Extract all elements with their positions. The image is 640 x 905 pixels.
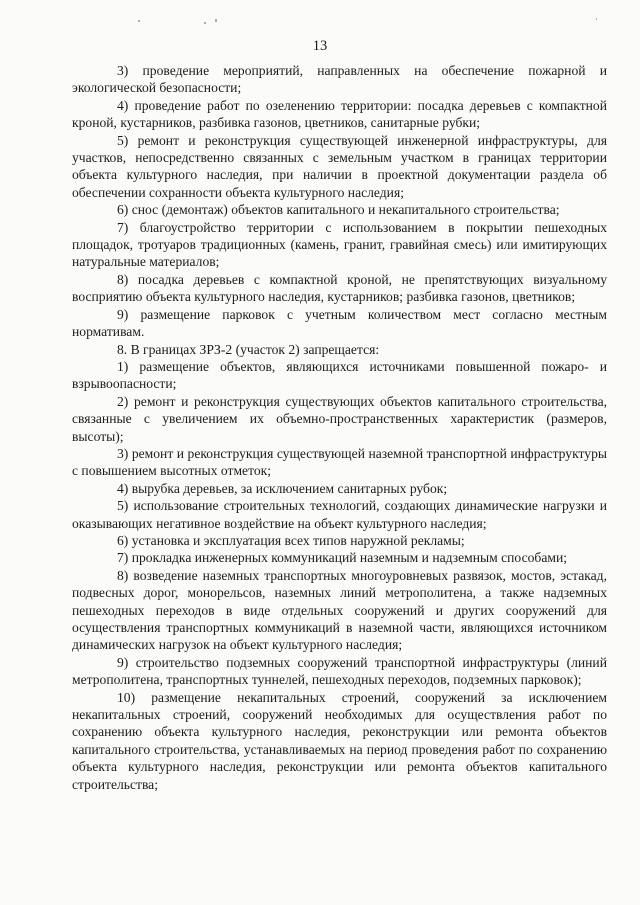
scan-speck	[596, 18, 597, 20]
paragraph: 10) размещение некапитальных строений, сооружений за исключением некапитальных строений, сооружений необходимых для осуществления работ по сохранению объекта культурного наследия, реконструкции или ремонта объектов капитального строительства, устанавливаемых на период проведения работ по сохранению объекта культурного наследия, реконструкции или ремонта объектов капитального строительства;	[72, 689, 607, 792]
paragraph: 4) вырубка деревьев, за исключением санитарных рубок;	[117, 480, 448, 496]
paragraph: 4) проведение работ по озеленению территории: посадка деревьев с компактной кроной, кустарников, разбивка газонов, цветников, санитарные рубки;	[72, 97, 607, 131]
paragraph: 7) благоустройство территории с использованием в покрытии пешеходных площадок, тротуаров традиционных (камень, гранит, гравийная смесь) или имитирующих натуральные материалов;	[72, 219, 607, 270]
section-heading: 8. В границах ЗРЗ-2 (участок 2) запрещается:	[117, 341, 380, 357]
paragraph: 9) строительство подземных сооружений транспортной инфраструктуры (линий метрополитена, транспортных туннелей, пешеходных переходов, подземных парковок);	[72, 654, 607, 688]
paragraph: 7) прокладка инженерных коммуникаций наземным и надземным способами;	[117, 550, 568, 566]
paragraph: 3) проведение мероприятий, направленных на обеспечение пожарной и экологической безопасности;	[72, 63, 607, 96]
document-body	[72, 62, 607, 793]
paragraph: 1) размещение объектов, являющихся источниками повышенной пожаро- и взрывоопасности;	[72, 358, 607, 392]
paragraph: 6) установка и эксплуатация всех типов наружной рекламы;	[117, 532, 465, 548]
scan-speck	[138, 20, 140, 22]
paragraph: 6) снос (демонтаж) объектов капитального и некапитального строительства;	[117, 202, 560, 218]
paragraph: 5) ремонт и реконструкция существующей инженерной инфраструктуры, для участков, непосредственно связанных с земельным участком в границах территории объекта культурного наследия, при наличии в проектной документации раздела об обеспечении сохранности объекта культурного наследия;	[72, 132, 607, 200]
paragraph: 3) ремонт и реконструкция существующей наземной транспортной инфраструктуры с повышением высотных отметок;	[72, 445, 607, 479]
paragraph: 5) использование строительных технологий, создающих динамические нагрузки и оказывающих негативное воздействие на объект культурного наследия;	[72, 498, 607, 531]
paragraph: 8) посадка деревьев с компактной кроной, не препятствующих визуальному восприятию объекта культурного наследия, кустарников; разбивка газонов, цветников;	[72, 271, 607, 305]
scan-speck	[215, 19, 217, 22]
paragraph: 9) размещение парковок с учетным количеством мест согласно местным нормативам.	[72, 306, 607, 340]
scan-speck	[204, 22, 206, 24]
paragraph: 2) ремонт и реконструкция существующих объектов капитального строительства, связанные с увеличением их объемно-пространственных характеристик (размеров, высоты);	[72, 393, 607, 444]
paragraph: 8) возведение наземных транспортных многоуровневых развязок, мостов, эстакад, подвесных дорог, монорельсов, наземных линий метрополитена, а также надземных пешеходных переходов в виде отдельных сооружений и других сооружений для осуществления транспортных коммуникаций в наземной части, являющихся источником динамических нагрузок на объект культурного наследия;	[72, 567, 607, 653]
page-number: 13	[312, 38, 328, 54]
